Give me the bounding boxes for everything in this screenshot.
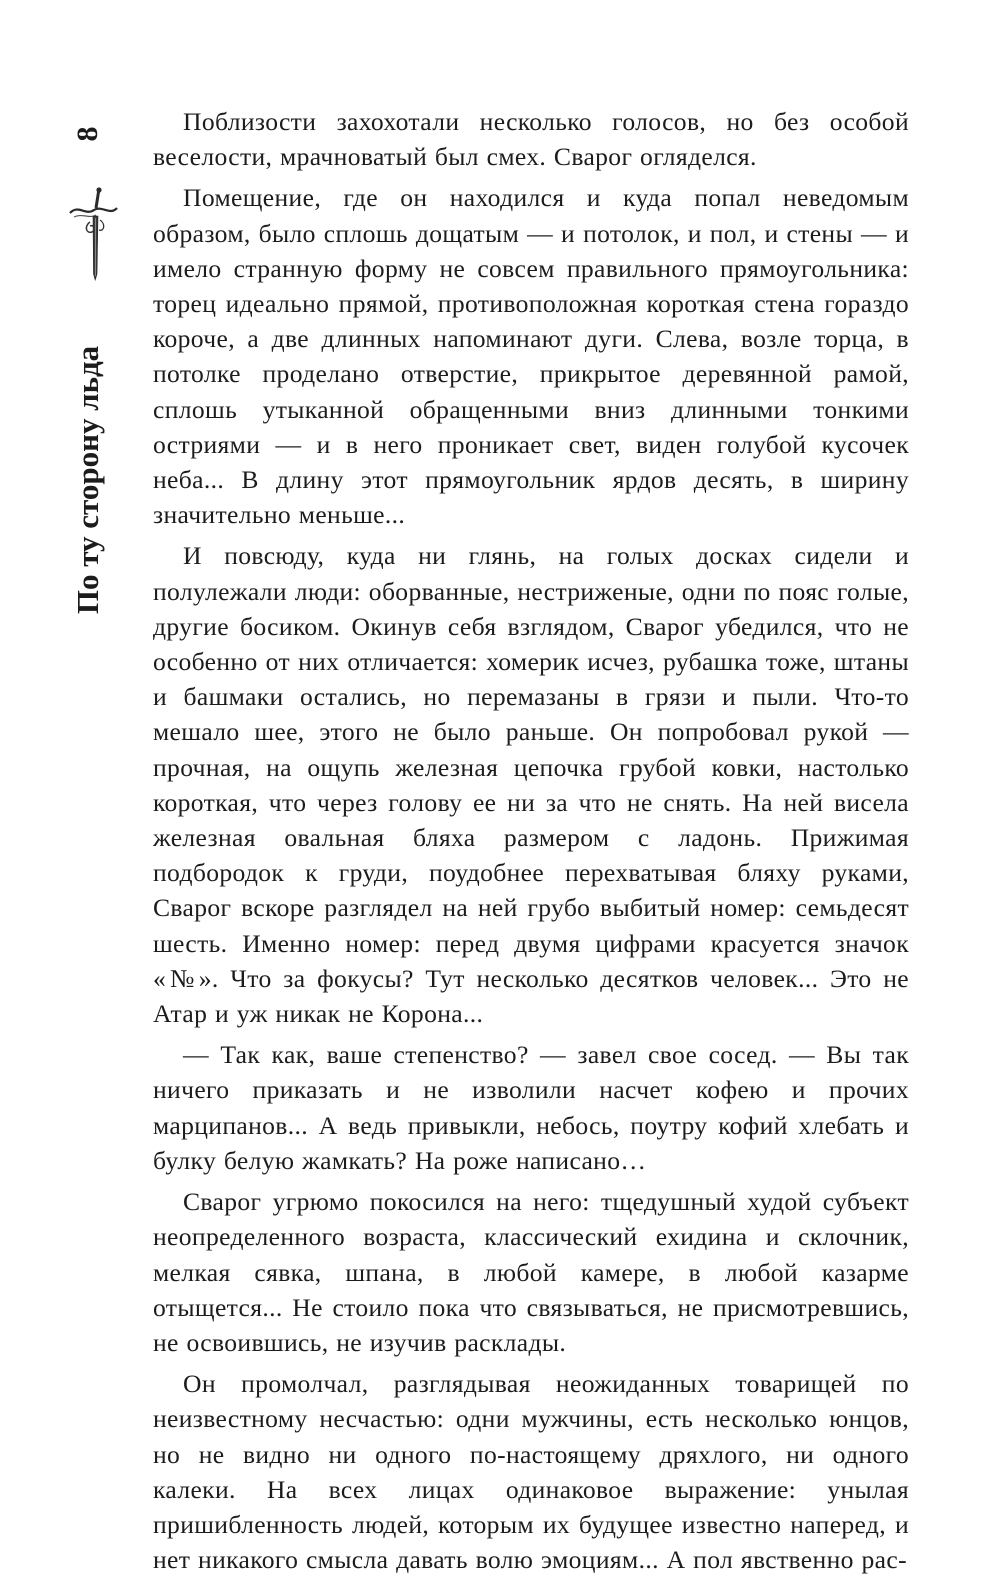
- paragraph: Сварог угрюмо покосился на него: тщедушный худой субъект неопределенного возраста, классический ехидина и склочник, мелкая сявка, шпана, в любой камере, в любой казарме отыщется... Не стоило пока что связываться, не присмотревшись, не освоившись, не изучив расклады.: [153, 1187, 909, 1357]
- sword-icon: [62, 186, 122, 282]
- paragraph: — Так как, ваше степенство? — завел свое сосед. — Вы так ничего приказать и не изволили насчет кофею и прочих марципанов... А ведь привыкли, небось, поутру кофий хлебать и булку белую жамкать? На роже написано…: [153, 1040, 909, 1175]
- body-text: [153, 104, 909, 1577]
- paragraph: Он промолчал, разглядывая неожиданных товарищей по неизвестному несчастью: одни мужчины, есть несколько юнцов, но не видно ни одного по-настоящему дряхлого, ни одного калеки. На всех лицах одинаковое выражение: унылая пришибленность людей, которым их будущее известно наперед, и нет никакого смысла давать волю эмоциям... А пол явственно рас-: [153, 1369, 909, 1575]
- paragraph: Поблизости захохотали несколько голосов, но без особой веселости, мрачноватый был смех. Сварог огляделся.: [153, 107, 909, 172]
- page-number: 8: [71, 126, 104, 142]
- book-title: По ту сторону льда: [70, 345, 105, 615]
- paragraph: Помещение, где он находился и куда попал неведомым образом, было сплошь дощатым — и потолок, и пол, и стены — и имело странную форму не совсем правильного прямоугольника: торец идеально прямой, противоположная короткая стена гораздо короче, а две длинных напоминают дуги. Слева, возле торца, в потолке проделано отверстие, прикрытое деревянной рамой, сплошь утыканной обращенными вниз длинными тонкими остриями — и в него проникает свет, виден голубой кусочек неба... В длину этот прямоугольник ярдов десять, в ширину значительно меньше...: [153, 183, 909, 530]
- paragraph: И повсюду, куда ни глянь, на голых досках сидели и полулежали люди: оборванные, нестриженые, одни по пояс голые, другие босиком. Окинув себя взглядом, Сварог убедился, что не особенно от них отличается: хомерик исчез, рубашка тоже, штаны и башмаки остались, но перемазаны в грязи и пыли. Что-то мешало шее, этого не было раньше. Он попробовал рукой — прочная, на ощупь железная цепочка грубой ковки, настолько короткая, что через голову ее ни за что не снять. На ней висела железная овальная бляха размером с ладонь. Прижимая подбородок к груди, поудобнее перехватывая бляху руками, Сварог вскоре разглядел на ней грубо выбитый номер: семьдесят шесть. Именно номер: перед двумя цифрами красуется значок «№». Что за фокусы? Тут несколько десятков человек... Это не Атар и уж никак не Корона...: [153, 541, 909, 1029]
